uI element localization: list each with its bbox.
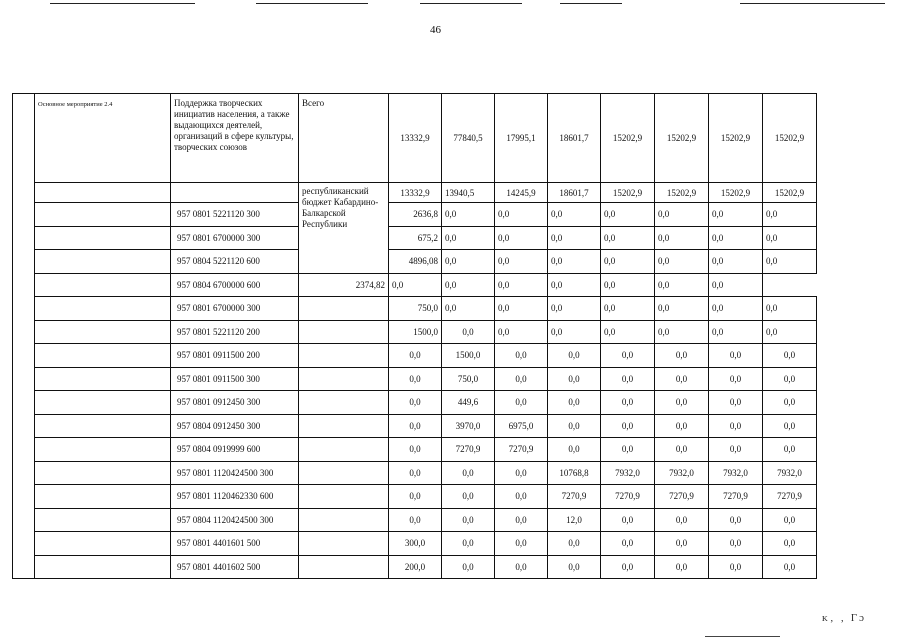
- year-value: 0,0: [601, 203, 655, 227]
- year-value: 0,0: [548, 320, 601, 344]
- event-label: Основное мероприятие 2.4: [38, 101, 113, 108]
- year-value: 300,0: [389, 532, 442, 556]
- year-value: 0,0: [548, 203, 601, 227]
- year-value: 675,2: [389, 226, 442, 250]
- total-value: 15202,9: [601, 94, 655, 183]
- total-label: Всего: [302, 98, 325, 108]
- budget-value: 14245,9: [495, 183, 548, 203]
- table-row: [13, 226, 817, 250]
- year-value: 0,0: [442, 320, 495, 344]
- year-value: 449,6: [442, 391, 495, 415]
- year-value: 0,0: [655, 320, 709, 344]
- year-value: 0,0: [389, 485, 442, 509]
- year-value: 0,0: [655, 344, 709, 368]
- table-row: [13, 438, 817, 462]
- budget-value: 13332,9: [389, 183, 442, 203]
- year-value: 0,0: [763, 555, 817, 579]
- year-value: 0,0: [709, 203, 763, 227]
- year-value: 0,0: [442, 250, 495, 274]
- footer-mark: ᴋ‚ ‚ Γɔ: [822, 612, 867, 624]
- table-row: [13, 532, 817, 556]
- year-value: 0,0: [495, 344, 548, 368]
- total-value: 18601,7: [548, 94, 601, 183]
- year-value: 7270,9: [495, 438, 548, 462]
- year-value: 750,0: [389, 297, 442, 321]
- table-row-budget: [13, 183, 817, 203]
- empty-cell: [35, 344, 171, 368]
- year-value: 0,0: [763, 414, 817, 438]
- year-value: 0,0: [495, 391, 548, 415]
- empty-cell: [35, 226, 171, 250]
- year-value: 0,0: [495, 320, 548, 344]
- year-value: 7270,9: [601, 485, 655, 509]
- scan-line: [560, 3, 622, 4]
- year-value: 0,0: [709, 508, 763, 532]
- table-row: [13, 250, 817, 274]
- year-value: 0,0: [495, 555, 548, 579]
- table-row: [13, 508, 817, 532]
- empty-cell: [35, 555, 171, 579]
- empty-cell: [299, 438, 389, 462]
- budget-code: 957 0801 5221120 200: [171, 320, 299, 344]
- year-value: 0,0: [709, 367, 763, 391]
- year-value: 0,0: [655, 508, 709, 532]
- year-value: 6975,0: [495, 414, 548, 438]
- year-value: 0,0: [601, 367, 655, 391]
- page-number: 46: [430, 24, 441, 36]
- budget-code: 957 0804 0919999 600: [171, 438, 299, 462]
- year-value: 0,0: [763, 250, 817, 274]
- total-value: 13332,9: [389, 94, 442, 183]
- year-value: 7270,9: [709, 485, 763, 509]
- year-value: 0,0: [655, 203, 709, 227]
- budget-code: 957 0804 6700000 600: [171, 273, 299, 297]
- year-value: 0,0: [655, 226, 709, 250]
- year-value: 0,0: [709, 320, 763, 344]
- year-value: 0,0: [601, 273, 655, 297]
- empty-cell: [299, 508, 389, 532]
- year-value: 0,0: [548, 532, 601, 556]
- empty-cell: [35, 273, 171, 297]
- year-value: 0,0: [495, 532, 548, 556]
- year-value: 7932,0: [709, 461, 763, 485]
- empty-cell: [35, 461, 171, 485]
- year-value: 0,0: [709, 297, 763, 321]
- empty-cell: [35, 485, 171, 509]
- empty-cell: [299, 414, 389, 438]
- empty-cell: [299, 297, 389, 321]
- empty-cell: [35, 367, 171, 391]
- empty-cell: [299, 532, 389, 556]
- year-value: 7270,9: [763, 485, 817, 509]
- year-value: 0,0: [548, 555, 601, 579]
- year-value: 0,0: [495, 485, 548, 509]
- year-value: 0,0: [655, 555, 709, 579]
- year-value: 0,0: [763, 367, 817, 391]
- year-value: 0,0: [442, 297, 495, 321]
- table-row: [13, 555, 817, 579]
- total-label-cell: [299, 94, 389, 183]
- year-value: 0,0: [763, 532, 817, 556]
- year-value: 0,0: [495, 203, 548, 227]
- year-value: 0,0: [655, 438, 709, 462]
- table-row: [13, 273, 817, 297]
- year-value: 0,0: [601, 555, 655, 579]
- event-name: Поддержка творческих инициатив населения, а также выдающихся деятелей, организаций в сфере культуры, творческих союзов: [174, 98, 294, 152]
- year-value: 0,0: [709, 438, 763, 462]
- table-row: [13, 461, 817, 485]
- year-value: 0,0: [709, 226, 763, 250]
- year-value: 0,0: [655, 250, 709, 274]
- empty-cell: [35, 414, 171, 438]
- total-value: 15202,9: [763, 94, 817, 183]
- year-value: 0,0: [601, 414, 655, 438]
- empty-cell: [299, 461, 389, 485]
- year-value: 0,0: [709, 344, 763, 368]
- year-value: 0,0: [709, 273, 763, 297]
- total-value: 15202,9: [655, 94, 709, 183]
- empty-cell: [35, 532, 171, 556]
- year-value: 0,0: [601, 344, 655, 368]
- year-value: 7270,9: [442, 438, 495, 462]
- year-value: 0,0: [763, 203, 817, 227]
- year-value: 0,0: [548, 367, 601, 391]
- empty-cell: [299, 555, 389, 579]
- budget-code: 957 0801 1120462330 600: [171, 485, 299, 509]
- year-value: 0,0: [601, 226, 655, 250]
- year-value: 0,0: [601, 508, 655, 532]
- budget-code: 957 0804 5221120 600: [171, 250, 299, 274]
- year-value: 0,0: [709, 391, 763, 415]
- budget-source-cell: [299, 183, 389, 274]
- year-value: 0,0: [763, 297, 817, 321]
- year-value: 7270,9: [548, 485, 601, 509]
- empty-cell: [35, 203, 171, 227]
- year-value: 0,0: [709, 555, 763, 579]
- year-value: 0,0: [389, 438, 442, 462]
- table-row: [13, 203, 817, 227]
- budget-code: 957 0801 5221120 300: [171, 203, 299, 227]
- year-value: 750,0: [442, 367, 495, 391]
- empty-cell: [171, 183, 299, 203]
- year-value: 0,0: [442, 485, 495, 509]
- year-value: 0,0: [763, 320, 817, 344]
- year-value: 0,0: [442, 555, 495, 579]
- year-value: 0,0: [548, 273, 601, 297]
- empty-cell: [299, 367, 389, 391]
- event-label-cell: [35, 94, 171, 183]
- empty-cell: [35, 250, 171, 274]
- table-row: [13, 391, 817, 415]
- total-value: 17995,1: [495, 94, 548, 183]
- scan-line: [705, 636, 780, 637]
- year-value: 0,0: [548, 226, 601, 250]
- year-value: 0,0: [442, 226, 495, 250]
- year-value: 200,0: [389, 555, 442, 579]
- year-value: 1500,0: [442, 344, 495, 368]
- scan-line: [740, 3, 885, 4]
- year-value: 0,0: [763, 508, 817, 532]
- budget-value: 15202,9: [601, 183, 655, 203]
- budget-code: 957 0801 0912450 300: [171, 391, 299, 415]
- year-value: 0,0: [601, 391, 655, 415]
- year-value: 0,0: [763, 391, 817, 415]
- empty-cell: [35, 438, 171, 462]
- year-value: 0,0: [548, 438, 601, 462]
- year-value: 0,0: [709, 414, 763, 438]
- empty-cell: [299, 391, 389, 415]
- budget-code: 957 0801 0911500 200: [171, 344, 299, 368]
- year-value: 7270,9: [655, 485, 709, 509]
- budget-value: 15202,9: [763, 183, 817, 203]
- year-value: 0,0: [548, 344, 601, 368]
- budget-code: 957 0801 6700000 300: [171, 226, 299, 250]
- year-value: 0,0: [389, 461, 442, 485]
- year-value: 0,0: [495, 461, 548, 485]
- budget-code: 957 0801 6700000 300: [171, 297, 299, 321]
- year-value: 7932,0: [763, 461, 817, 485]
- year-value: 0,0: [495, 297, 548, 321]
- scan-line: [50, 3, 195, 4]
- budget-code: 957 0804 0912450 300: [171, 414, 299, 438]
- empty-cell: [35, 297, 171, 321]
- year-value: 0,0: [655, 297, 709, 321]
- year-value: 0,0: [389, 367, 442, 391]
- year-value: 0,0: [548, 414, 601, 438]
- year-value: 0,0: [442, 508, 495, 532]
- year-value: 0,0: [389, 508, 442, 532]
- year-value: 0,0: [709, 532, 763, 556]
- year-value: 0,0: [495, 250, 548, 274]
- year-value: 0,0: [601, 532, 655, 556]
- year-value: 0,0: [548, 297, 601, 321]
- budget-table: [12, 93, 817, 579]
- year-value: 0,0: [389, 273, 442, 297]
- year-value: 4896,08: [389, 250, 442, 274]
- total-value: 15202,9: [709, 94, 763, 183]
- table-row: [13, 414, 817, 438]
- empty-cell: [35, 183, 171, 203]
- year-value: 0,0: [442, 532, 495, 556]
- year-value: 0,0: [548, 391, 601, 415]
- empty-cell: [35, 508, 171, 532]
- year-value: 3970,0: [442, 414, 495, 438]
- year-value: 0,0: [709, 250, 763, 274]
- year-value: 1500,0: [389, 320, 442, 344]
- table-row-total: [13, 94, 817, 183]
- year-value: 12,0: [548, 508, 601, 532]
- year-value: 0,0: [389, 414, 442, 438]
- year-value: 7932,0: [655, 461, 709, 485]
- year-value: 0,0: [495, 273, 548, 297]
- year-value: 7932,0: [601, 461, 655, 485]
- budget-value: 15202,9: [709, 183, 763, 203]
- empty-cell: [299, 485, 389, 509]
- table-row: [13, 344, 817, 368]
- year-value: 0,0: [655, 414, 709, 438]
- event-name-cell: [171, 94, 299, 183]
- year-value: 0,0: [495, 508, 548, 532]
- year-value: 0,0: [601, 438, 655, 462]
- budget-code: 957 0801 4401602 500: [171, 555, 299, 579]
- year-value: 0,0: [548, 250, 601, 274]
- table-row: [13, 320, 817, 344]
- blank-column: [13, 94, 35, 579]
- year-value: 0,0: [763, 226, 817, 250]
- year-value: 0,0: [442, 203, 495, 227]
- budget-value: 13940,5: [442, 183, 495, 203]
- scan-line: [420, 3, 522, 4]
- table-row: [13, 367, 817, 391]
- empty-cell: [299, 344, 389, 368]
- year-value: 0,0: [495, 226, 548, 250]
- scan-line: [256, 3, 368, 4]
- year-value: 2636,8: [389, 203, 442, 227]
- year-value: 0,0: [601, 320, 655, 344]
- year-value: 0,0: [655, 367, 709, 391]
- year-value: 0,0: [389, 344, 442, 368]
- budget-code: 957 0801 1120424500 300: [171, 461, 299, 485]
- year-value: 10768,8: [548, 461, 601, 485]
- empty-cell: [35, 391, 171, 415]
- budget-code: 957 0804 1120424500 300: [171, 508, 299, 532]
- budget-code: 957 0801 0911500 300: [171, 367, 299, 391]
- budget-code: 957 0801 4401601 500: [171, 532, 299, 556]
- budget-value: 15202,9: [655, 183, 709, 203]
- year-value: 0,0: [655, 391, 709, 415]
- year-value: 0,0: [442, 273, 495, 297]
- table-row: [13, 485, 817, 509]
- year-value: 0,0: [495, 367, 548, 391]
- year-value: 0,0: [763, 438, 817, 462]
- year-value: 0,0: [389, 391, 442, 415]
- table-row: [13, 297, 817, 321]
- empty-cell: [299, 320, 389, 344]
- year-value: 0,0: [655, 273, 709, 297]
- year-value: 0,0: [763, 344, 817, 368]
- year-value: 0,0: [601, 250, 655, 274]
- year-value: 2374,82: [299, 273, 389, 297]
- empty-cell: [35, 320, 171, 344]
- budget-value: 18601,7: [548, 183, 601, 203]
- total-value: 77840,5: [442, 94, 495, 183]
- year-value: 0,0: [655, 532, 709, 556]
- year-value: 0,0: [601, 297, 655, 321]
- budget-source: республиканский бюджет Кабардино-Балкарской Республики: [302, 186, 379, 229]
- year-value: 0,0: [442, 461, 495, 485]
